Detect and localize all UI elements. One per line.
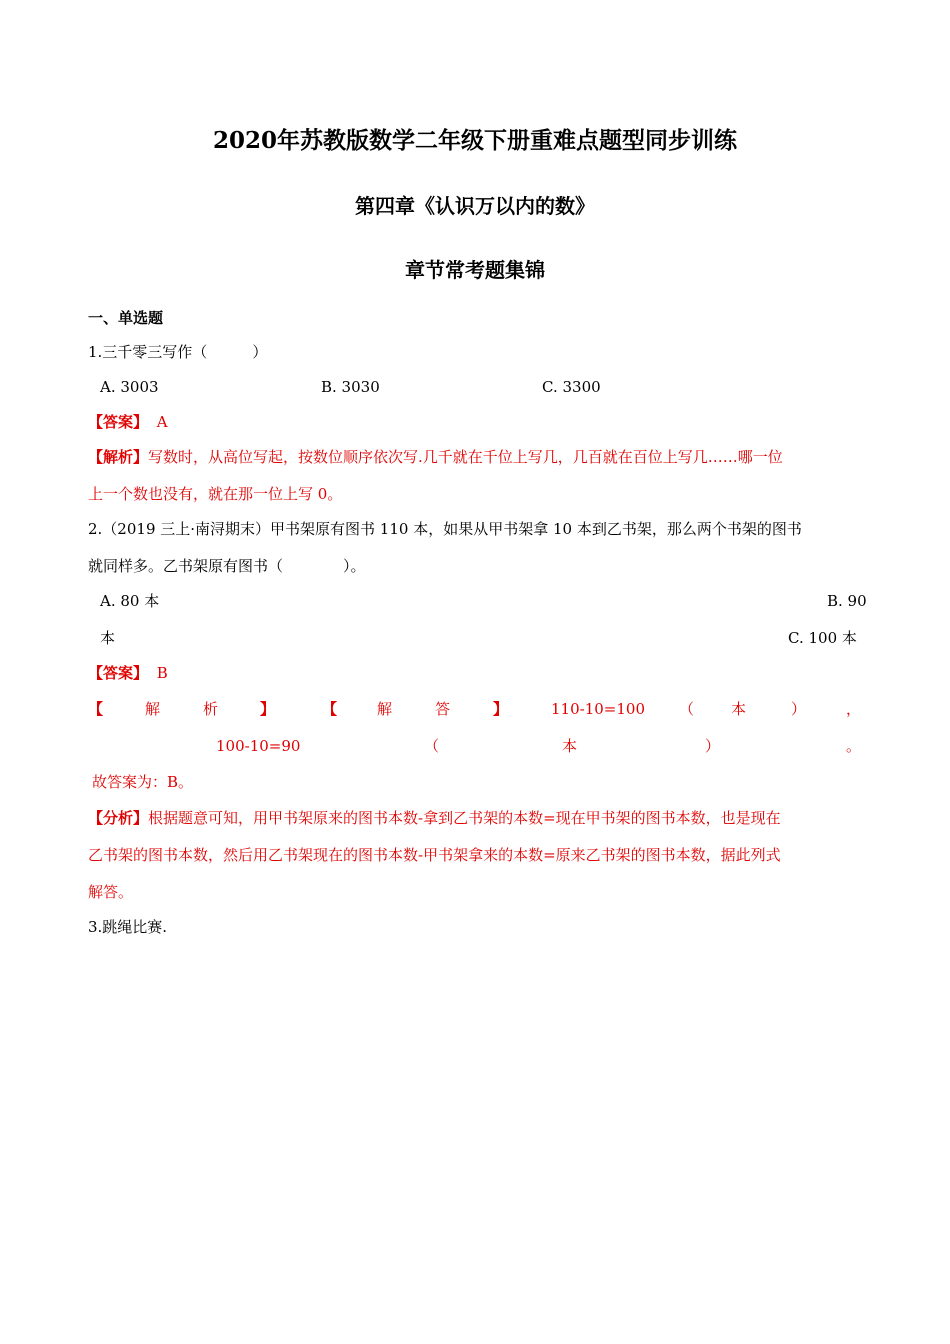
q2-stem-line2: 就同样多。乙书架原有图书（ ）。 [88,557,366,575]
q1-answer [88,415,168,430]
section-heading: 一、单选题 [88,309,164,327]
analysis-char: 析 [203,700,219,718]
bracket-open: 【 [322,700,338,718]
q1-analysis-label: 【解析】 [88,448,149,466]
q2-fenxi-line2: 乙书架的图书本数，然后用乙书架现在的图书本数-甲书架拿来的本数=原来乙书架的图书本数，据此列式 [88,846,781,864]
q1-option-a: A. 3003 [100,378,159,396]
q1-option-c: C. 3300 [542,378,601,396]
section-subtitle: 章节常考题集锦 [405,258,545,282]
equation: 110-10=100 [551,700,645,718]
bracket-open: 【 [88,700,104,718]
period: 。 [846,737,862,755]
paren-open: （ [424,737,440,755]
analysis-char: 解 [377,700,393,718]
q2-fenxi-label: 【分析】 [88,809,149,827]
equation: 100-10=90 [216,737,301,755]
paren-close: ） [705,737,721,755]
q2-option-b-part1: B. 90 [827,592,867,610]
q2-option-b-part2: 本 [100,629,116,647]
bracket-close: 】 [260,700,276,718]
q2-stem-line1: 2.（2019 三上·南浔期末）甲书架原有图书 110 本，如果从甲书架拿 10 本到乙书架，那么两个书架的图书 [88,520,802,538]
q3-stem: 3.跳绳比赛. [88,918,168,936]
analysis-char: 答 [435,700,451,718]
q2-answer-value: B [156,664,168,682]
q1-stem: 1.三千零三写作（ ） [88,343,268,361]
q2-fenxi-text1: 根据题意可知，用甲书架原来的图书本数-拿到乙书架的本数=现在甲书架的图书本数，也是现在 [148,809,781,827]
q1-answer-value: A [156,413,168,431]
paren-open: （ [679,700,695,718]
q2-option-a: A. 80 本 [100,592,160,610]
document-title: 2020年苏教版数学二年级下册重难点题型同步训练 [212,127,737,154]
q2-conclusion: 故答案为：B。 [92,773,194,791]
unit-char: 本 [562,737,578,755]
q2-answer [88,666,168,681]
paren-close: ） [791,700,807,718]
q1-analysis-line2: 上一个数也没有，就在那一位上写 0。 [88,485,343,503]
comma: ， [846,700,862,718]
q1-analysis-line1 [88,450,783,465]
q2-fenxi-line3: 解答。 [88,883,134,901]
q1-analysis-text1: 写数时，从高位写起，按数位顺序依次写.几千就在千位上写几，几百就在百位上写几……哪一位 [148,448,783,466]
q1-answer-label: 【答案】 [88,413,149,431]
q2-answer-label: 【答案】 [88,664,149,682]
q1-option-b: B. 3030 [321,378,380,396]
analysis-char: 解 [145,700,161,718]
q2-fenxi-line1 [88,811,781,826]
bracket-close: 】 [493,700,509,718]
q2-option-c: C. 100 本 [788,629,857,647]
unit-char: 本 [731,700,747,718]
chapter-title: 第四章《认识万以内的数》 [355,194,595,218]
